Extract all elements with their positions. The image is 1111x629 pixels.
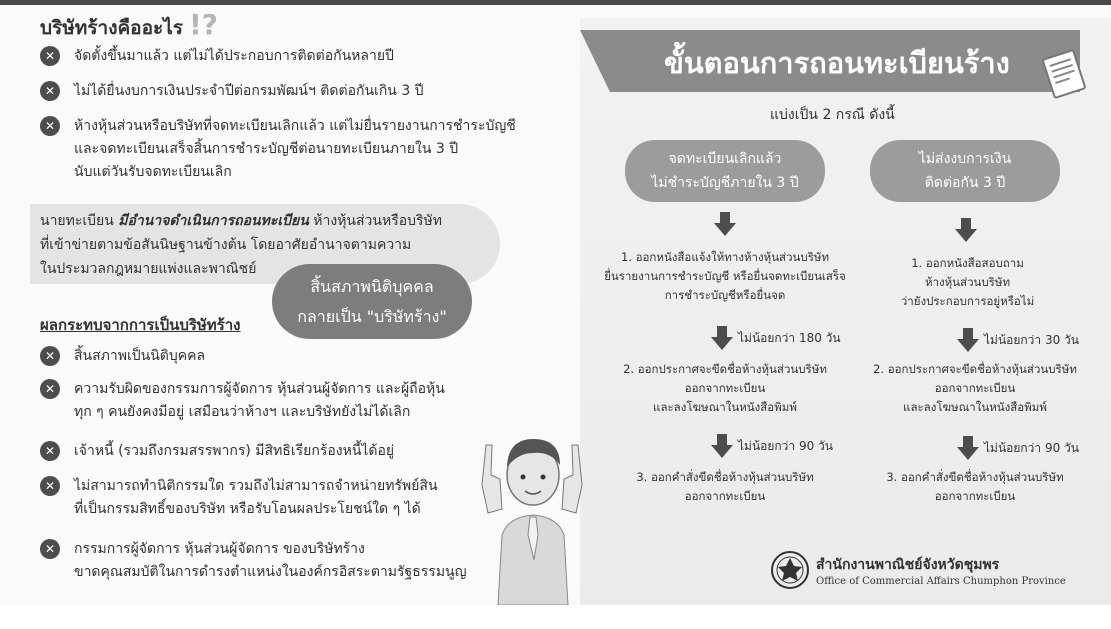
x-circle-icon: ✕ <box>40 116 60 136</box>
step-text: 2. ออกประกาศจะขีดชื่อห้างหุ้นส่วนบริษัท <box>873 362 1077 376</box>
law-text: ในประมวลกฎหมายแพ่งและพาณิชย์ <box>40 261 257 277</box>
x-circle-icon: ✕ <box>40 476 60 496</box>
step-text: และลงโฆษณาในหนังสือพิมพ์ <box>653 400 797 414</box>
effects-heading: ผลกระทบจากการเป็นบริษัทร้าง <box>40 316 241 334</box>
condition-text: ไม่น้อยกว่า 90 วัน <box>738 438 833 453</box>
case-text: จดทะเบียนเลิกแล้ว <box>668 151 782 167</box>
law-emphasis: มีอำนาจดำเนินการถอนทะเบียน <box>118 213 309 229</box>
effect-text: ความรับผิดของกรรมการผู้จัดการ หุ้นส่วนผู้จัดการ และผู้ถือหุ้น <box>74 381 445 397</box>
case-2-step-2 <box>850 360 1100 417</box>
x-circle-icon: ✕ <box>40 441 60 461</box>
case-1-step-2 <box>590 360 860 417</box>
step-text: ออกจากทะเบียน <box>684 381 766 395</box>
effect-item <box>40 345 205 368</box>
condition-text: ไม่น้อยกว่า 90 วัน <box>984 440 1079 455</box>
procedure-panel <box>580 0 1111 605</box>
case-2-step-1 <box>860 254 1075 311</box>
step-text: การชำระบัญชีหรือยื่นจด <box>664 288 786 302</box>
document-icon <box>1038 48 1090 100</box>
office-seal-icon <box>770 550 810 590</box>
procedure-title: ขั้นตอนการถอนทะเบียนร้าง <box>664 46 1010 80</box>
office-name-english: Office of Commercial Affairs Chumphon Province <box>816 575 1066 587</box>
effect-text: ไม่สามารถทำนิติกรรมใด รวมถึงไม่สามารถจำหน่ายทรัพย์สิน <box>74 478 438 494</box>
case-1-pill <box>625 140 825 202</box>
step-text: 1. ออกหนังสือแจ้งให้ทางห้างหุ้นส่วนบริษัท <box>620 250 830 264</box>
effect-text: ทุก ๆ คนยังคงมีอยู่ เสมือนว่าห้างฯ และบริษัทยังไม่ได้เลิก <box>74 404 411 420</box>
law-text: นายทะเบียน <box>40 213 119 229</box>
criteria-text: และจดทะเบียนเสร็จสิ้นการชำระบัญชีต่อนายทะเบียนภายใน 3 ปี <box>74 141 459 157</box>
effect-item <box>40 538 467 584</box>
down-arrow-icon <box>710 434 734 458</box>
effect-text: กรรมการผู้จัดการ หุ้นส่วนผู้จัดการ ของบริษัทร้าง <box>74 541 365 557</box>
law-text: ห้างหุ้นส่วนหรือบริษัท <box>308 213 442 229</box>
case-1-step-1 <box>590 248 860 305</box>
section-heading <box>40 8 218 43</box>
question-exclaim-icon: !? <box>188 8 218 41</box>
condition-text: ไม่น้อยกว่า 30 วัน <box>984 332 1079 347</box>
bottom-margin <box>0 605 1111 629</box>
case-1-step-3 <box>590 468 860 506</box>
criteria-item <box>40 80 424 103</box>
left-column <box>0 0 520 605</box>
step-text: และลงโฆษณาในหนังสือพิมพ์ <box>903 400 1047 414</box>
down-arrow-icon <box>954 218 978 242</box>
x-circle-icon: ✕ <box>40 46 60 66</box>
effect-item <box>40 475 438 521</box>
case-text: ติดต่อกัน 3 ปี <box>924 175 1006 191</box>
pointing-man-illustration <box>478 405 588 605</box>
law-text: ที่เข้าข่ายตามข้อสันนิษฐานข้างต้น โดยอาศัยอำนาจตามความ <box>40 237 412 253</box>
x-circle-icon: ✕ <box>40 379 60 399</box>
step-text: ออกจากทะเบียน <box>934 381 1016 395</box>
status-pill <box>272 264 472 339</box>
x-circle-icon: ✕ <box>40 539 60 559</box>
criteria-item <box>40 115 516 184</box>
condition-text: ไม่น้อยกว่า 180 วัน <box>738 330 841 345</box>
step-text: ยื่นรายงานการชำระบัญชี หรือยื่นจดทะเบียนเสร็จ <box>604 269 846 283</box>
x-circle-icon: ✕ <box>40 346 60 366</box>
criteria-item <box>40 45 394 68</box>
step-text: 3. ออกคำสั่งขีดชื่อห้างหุ้นส่วนบริษัท <box>886 470 1064 484</box>
criteria-text: ไม่ได้ยื่นงบการเงินประจำปีต่อกรมพัฒน์ฯ ติดต่อกันเกิน 3 ปี <box>74 83 424 99</box>
case-2-condition-1 <box>956 328 1079 352</box>
procedure-subtitle: แบ่งเป็น 2 กรณี ดังนี้ <box>770 107 895 123</box>
criteria-text: นับแต่วันรับจดทะเบียนเลิก <box>74 164 232 180</box>
case-1-condition-2 <box>710 434 833 458</box>
effect-item <box>40 440 394 463</box>
heading-text: บริษัทร้างคืออะไร <box>40 17 183 39</box>
step-text: 1. ออกหนังสือสอบถาม <box>911 256 1024 270</box>
effect-text: ขาดคุณสมบัติในการดำรงตำแหน่งในองค์กรอิสระตามรัฐธรรมนูญ <box>74 564 467 580</box>
down-arrow-icon <box>956 436 980 460</box>
pill-text: สิ้นสภาพนิติบุคคล <box>310 276 434 296</box>
step-text: ออกจากทะเบียน <box>934 489 1016 503</box>
effect-item <box>40 378 445 424</box>
case-1-condition-1 <box>710 326 841 350</box>
effect-text: ที่เป็นกรรมสิทธิ์ของบริษัท หรือรับโอนผลประโยชน์ใด ๆ ได้ <box>74 501 421 517</box>
step-text: ห้างหุ้นส่วนบริษัท <box>924 275 1011 289</box>
step-text: 3. ออกคำสั่งขีดชื่อห้างหุ้นส่วนบริษัท <box>636 470 814 484</box>
step-text: ออกจากทะเบียน <box>684 489 766 503</box>
office-name-thai: สำนักงานพาณิชย์จังหวัดชุมพร <box>816 556 1000 573</box>
case-text: ไม่ส่งงบการเงิน <box>918 151 1012 167</box>
effect-text: เจ้าหนี้ (รวมถึงกรมสรรพากร) มีสิทธิเรียกร้องหนี้ได้อยู่ <box>74 443 395 459</box>
case-text: ไม่ชำระบัญชีภายใน 3 ปี <box>651 175 799 191</box>
step-text: ว่ายังประกอบการอยู่หรือไม่ <box>900 294 1035 308</box>
case-2-condition-2 <box>956 436 1079 460</box>
effect-text: สิ้นสภาพเป็นนิติบุคคล <box>74 348 206 364</box>
case-2-pill <box>870 140 1060 202</box>
step-text: 2. ออกประกาศจะขีดชื่อห้างหุ้นส่วนบริษัท <box>623 362 827 376</box>
down-arrow-icon <box>956 328 980 352</box>
case-2-step-3 <box>850 468 1100 506</box>
office-footer <box>770 550 1066 590</box>
pill-text: กลายเป็น "บริษัทร้าง" <box>297 306 447 326</box>
criteria-text: ห้างหุ้นส่วนหรือบริษัทที่จดทะเบียนเลิกแล้ว แต่ไม่ยื่นรายงานการชำระบัญชี <box>74 118 516 134</box>
down-arrow-icon <box>710 326 734 350</box>
criteria-text: จัดตั้งขึ้นมาแล้ว แต่ไม่ได้ประกอบการติดต่อกันหลายปี <box>74 48 394 64</box>
down-arrow-icon <box>713 212 737 236</box>
x-circle-icon: ✕ <box>40 81 60 101</box>
